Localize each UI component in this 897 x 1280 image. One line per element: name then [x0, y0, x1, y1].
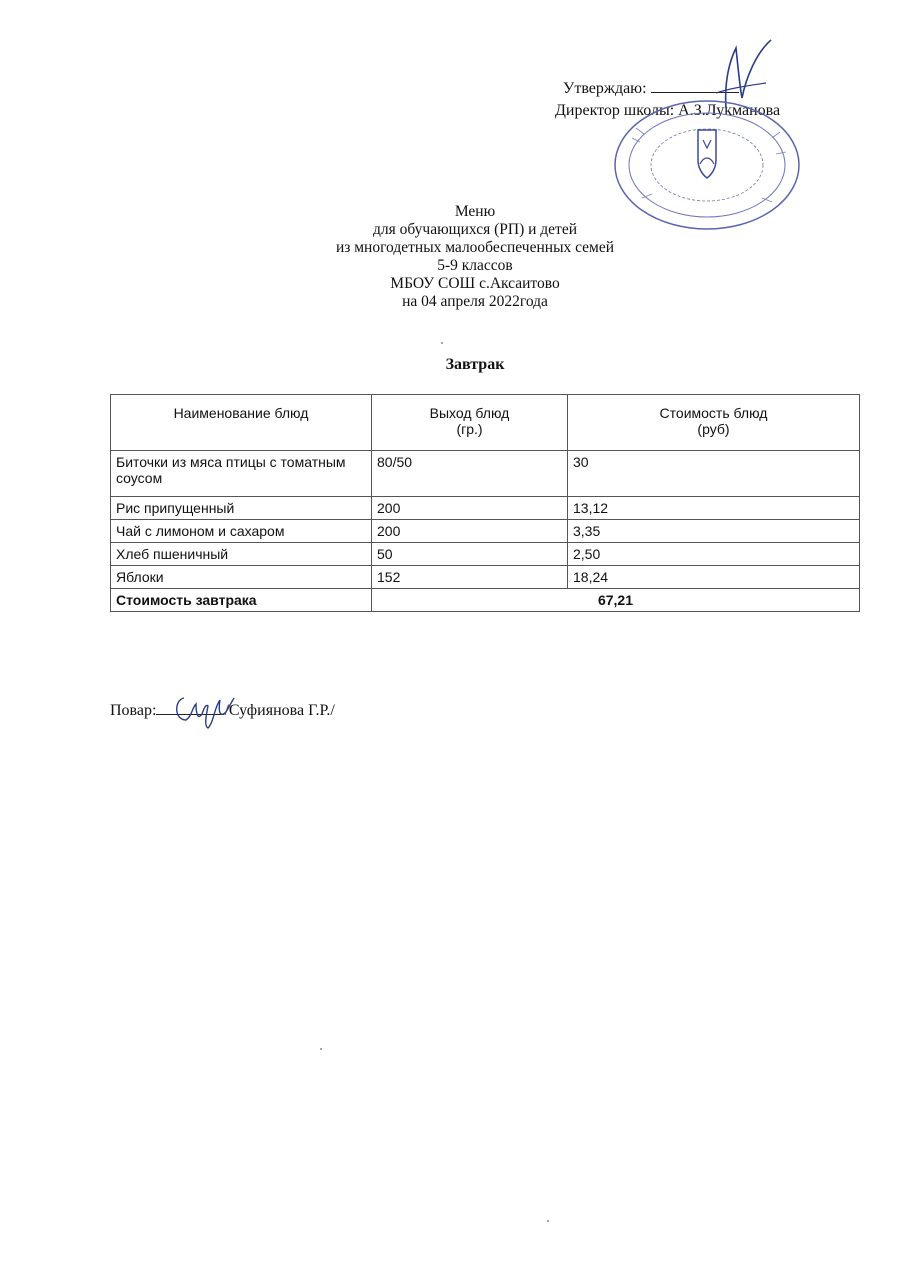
total-label: Стоимость завтрака: [111, 589, 372, 612]
table-row: [111, 520, 860, 543]
dish-yield: 200: [372, 520, 568, 543]
total-value: 67,21: [372, 589, 860, 612]
dish-name: Хлеб пшеничный: [111, 543, 372, 566]
scan-speck: [547, 1220, 549, 1222]
approve-label: Утверждаю:: [563, 80, 647, 97]
header-line-3: из многодетных малообеспеченных семей: [335, 239, 615, 256]
dish-cost: 18,24: [568, 566, 860, 589]
cook-name: /Суфиянова Г.Р./: [224, 702, 335, 719]
header-line-1: Меню: [454, 203, 496, 220]
header-yield: Выход блюд (гр.): [372, 395, 568, 451]
header-line-5: МБОУ СОШ с.Аксаитово: [390, 275, 560, 292]
header-cost: Стоимость блюд (руб): [568, 395, 860, 451]
dish-name: Яблоки: [111, 566, 372, 589]
director-name: А.З.Лукманова: [678, 102, 781, 119]
director-label: Директор школы:: [555, 102, 675, 119]
header-line-6: на 04 апреля 2022года: [402, 293, 548, 310]
table-header-row: [111, 395, 860, 451]
dish-yield: 152: [372, 566, 568, 589]
scan-speck: [441, 342, 443, 344]
cook-label: Повар:: [110, 702, 157, 719]
menu-header: [250, 203, 700, 311]
dish-name: Чай с лимоном и сахаром: [111, 520, 372, 543]
menu-table: [110, 394, 860, 612]
scan-speck: [320, 1048, 322, 1050]
dish-yield: 80/50: [372, 451, 568, 497]
dish-name: Рис припущенный: [111, 497, 372, 520]
table-row: [111, 451, 860, 497]
table-row: [111, 497, 860, 520]
dish-yield: 50: [372, 543, 568, 566]
dish-name: Биточки из мяса птицы с томатным соусом: [111, 451, 372, 497]
header-line-4: 5-9 классов: [437, 257, 513, 274]
header-name: Наименование блюд: [111, 395, 372, 451]
dish-cost: 30: [568, 451, 860, 497]
dish-yield: 200: [372, 497, 568, 520]
total-row: [111, 589, 860, 612]
meal-title: Завтрак: [445, 356, 505, 373]
dish-cost: 3,35: [568, 520, 860, 543]
table-row: [111, 566, 860, 589]
dish-cost: 2,50: [568, 543, 860, 566]
table-row: [111, 543, 860, 566]
header-line-2: для обучающихся (РП) и детей: [373, 221, 577, 238]
cook-signature: [170, 686, 240, 730]
dish-cost: 13,12: [568, 497, 860, 520]
